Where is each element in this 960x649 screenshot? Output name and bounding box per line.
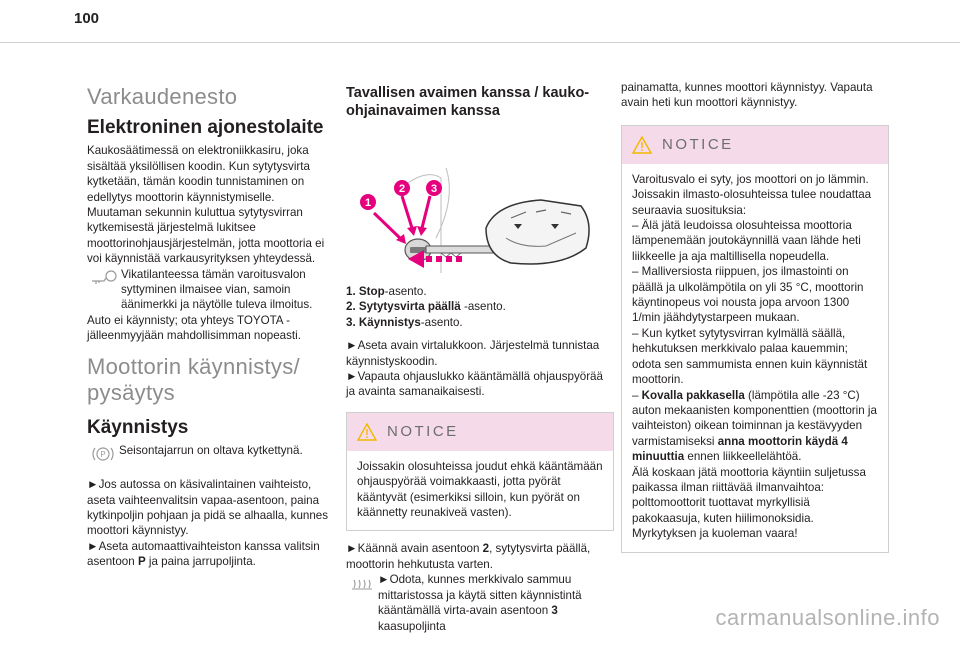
list-bold: Käynnistys: [358, 315, 421, 329]
page-number: 100: [74, 10, 100, 27]
warning-text-2: Auto ei käynnisty; ota yhteys TOYOTA -jälleenmyyjään mahdollisimman nopeasti.: [87, 313, 301, 343]
column-left: [87, 84, 333, 578]
release-lock-bullet: [346, 369, 614, 400]
wait-text-pre: Odota, kunnes merkkivalo sammuu mittaristossa ja käytä sitten käynnistintä kääntämällä virta-avain asentoon: [378, 573, 582, 618]
bullet-arrow: ►: [346, 542, 358, 556]
notice-dash-2: – Malliversiosta riippuen, jos ilmastointi on päällä ja ulkolämpötila on yli 35 °C, moottorin käyntinopeus voi nousta jopa arvoon 1300 1/min jäähdytystarpeen mukaan.: [632, 265, 864, 325]
intro-paragraph: Kaukosäätimessä on elektroniikkasiru, joka sisältää yksilöllisen koodin. Kun sytytysvirta kytketään, tämän koodin tunnistaminen on edellytys moottorin käynnistymiselle.: [87, 144, 310, 204]
wait-bullet-row: [346, 572, 614, 634]
notice-p3: Älä koskaan jätä moottoria käyntiin suljetussa paikassa ilman riittävää ilmanvaihtoa: polttomoottorit tuottavat myrkyllisiä pakokaasuja, kuten hiilimonoksidia. Myrkytyksen ja kuoleman vaara!: [632, 465, 866, 541]
manual-gearbox-bullet: [87, 477, 333, 539]
warning-triangle-icon: [632, 136, 652, 154]
insert-key-bullet: [346, 338, 614, 369]
section-title: Varkaudenesto: [87, 84, 238, 109]
auto-text-bold: P: [137, 555, 146, 569]
top-divider: [0, 42, 960, 43]
notice-body: [622, 164, 888, 552]
dash4-bold: Kovalla pakkasella: [641, 388, 745, 402]
turn-key-post: , sytytysvirta päällä, moottorin hehkutusta varten.: [346, 542, 591, 571]
notice-title: NOTICE: [387, 423, 459, 441]
list-bold: Stop: [358, 285, 385, 298]
wait-text-post: kaasupoljinta: [378, 619, 446, 633]
list-item: [346, 284, 614, 299]
continuation-text: painamatta, kunnes moottori käynnistyy. Vapauta avain heti kun moottori käynnistyy.: [621, 81, 873, 110]
list-rest: -asento.: [460, 300, 506, 314]
notice-p1: Varoitusvalo ei syty, jos moottori on jo lämmin.: [632, 172, 869, 186]
list-num: 3.: [346, 315, 356, 329]
watermark: carmanualsonline.info: [715, 605, 940, 630]
notice-dash-4: [632, 388, 878, 465]
figure-label-3: 3: [430, 183, 438, 195]
warning-triangle-icon: [357, 423, 377, 441]
notice-header: [347, 413, 613, 451]
key-warning-icon: [87, 267, 121, 285]
figure-label-1: 1: [364, 197, 372, 209]
notice-box: [346, 412, 614, 532]
bullet-arrow: ►: [87, 478, 99, 492]
list-item: [346, 299, 614, 314]
key-heading: Tavallisen avaimen kanssa / kauko-ohjainavaimen kanssa: [346, 85, 590, 119]
list-item: [346, 315, 614, 330]
bullet-arrow: ►: [346, 339, 358, 353]
notice-dash-3: – Kun kytket sytytysvirran kylmällä säällä, hehkutuksen merkkivalo palaa kauemmin; odota sen sammumista ennen kuin käynnistät moottorin.: [632, 326, 868, 387]
turn-key-bullet: [346, 541, 614, 572]
kaynnistys-title: Käynnistys: [87, 416, 189, 438]
dash4-bold2: anna moottorin käydä 4 minuuttia: [632, 434, 848, 464]
dash4-mid: (lämpötila alle -23 °C) auton mekaanisten komponenttien (moottorin ja vaihteiston) oikean toiminnan ja kestävyyden varmistamiseksi: [632, 388, 877, 448]
parking-brake-icon: [87, 443, 119, 463]
bullet-arrow: ►: [87, 539, 99, 553]
list-rest: -asento.: [420, 315, 463, 329]
key-positions-list: [346, 284, 614, 330]
automatic-gearbox-bullet: [87, 539, 333, 570]
section2-title-line2: pysäytys: [87, 379, 175, 405]
dash4-post: ennen liikkeellelähtöä.: [684, 450, 802, 464]
auto-text-pre: Aseta automaattivaihteiston kanssa valitsin asentoon: [87, 539, 320, 569]
remote-key-fob: [486, 200, 589, 264]
list-num: 2.: [346, 300, 356, 314]
auto-text-post: ja paina jarrupoljinta.: [145, 555, 256, 569]
figure-label-2: 2: [398, 183, 406, 195]
parking-brake-note: Seisontajarrun on oltava kytkettynä.: [119, 444, 303, 458]
ignition-key-figure: [346, 128, 614, 278]
wait-text-bold: 3: [551, 604, 558, 618]
notice-p2: Joissakin ilmasto-olosuhteissa tulee noudattaa seuraavia suosituksia:: [632, 188, 872, 217]
warning-text: Vikatilanteessa tämän varoitusvalon syttyminen ilmaisee vian, samoin äänimerkki ja näytölle tuleva ilmoitus.: [121, 267, 313, 312]
release-lock-text: Vapauta ohjauslukko kääntämällä ohjauspyörää ja avainta samanaikaisesti.: [346, 370, 603, 399]
bullet-arrow: ►: [346, 370, 358, 384]
subsection-title: Elektroninen ajonestolaite: [87, 117, 324, 138]
svg-text:P: P: [100, 450, 106, 460]
turn-key-pre: Käännä avain asentoon: [357, 542, 483, 556]
column-right: [621, 80, 889, 563]
insert-key-text: Aseta avain virtalukkoon. Järjestelmä tunnistaa käynnistyskoodin.: [346, 339, 600, 368]
turn-key-bold: 2: [482, 542, 490, 556]
list-num: 1.: [346, 285, 356, 298]
bullet-arrow: ►: [378, 573, 390, 587]
section2-title-line1: Moottorin käynnistys/: [87, 353, 300, 379]
notice-box: [621, 125, 889, 553]
notice-dash-1: – Älä jätä leudoissa olosuhteissa moottoria lämpenemään joutokäynnillä vaan lähde heti liikkeelle ja aja maltillisella nopeudella.: [632, 219, 861, 263]
dash4-pre: –: [632, 388, 642, 402]
list-bold: Sytytysvirta päällä: [358, 300, 461, 314]
intro-paragraph-2: Muutaman sekunnin kuluttua sytytysvirran kytkemisestä järjestelmä lukitsee moottorinohjausjärjestelmän, jotta moottoria ei voi käynnistää varkausyrityksen yhteydessä.: [87, 206, 325, 266]
notice-text: Joissakin olosuhteissa joudut ehkä kääntämään ohjauspyörää voimakkaasti, jotta pyörät kääntyvät (esimerkiksi silloin, kun pyörät on käännetty reunakiveä vasten).: [357, 459, 603, 520]
list-rest: -asento.: [384, 285, 427, 298]
manual-gearbox-text: Jos autossa on käsivalintainen vaihteisto, aseta vaihteenvalitsin vapaa-asentoon, paina kytkinpoljin pohjaan ja pidä se alhaalla, kunnes moottori käynnistyy.: [87, 478, 329, 538]
notice-header: [622, 126, 888, 164]
notice-title: NOTICE: [662, 136, 734, 154]
column-middle: [346, 84, 614, 634]
